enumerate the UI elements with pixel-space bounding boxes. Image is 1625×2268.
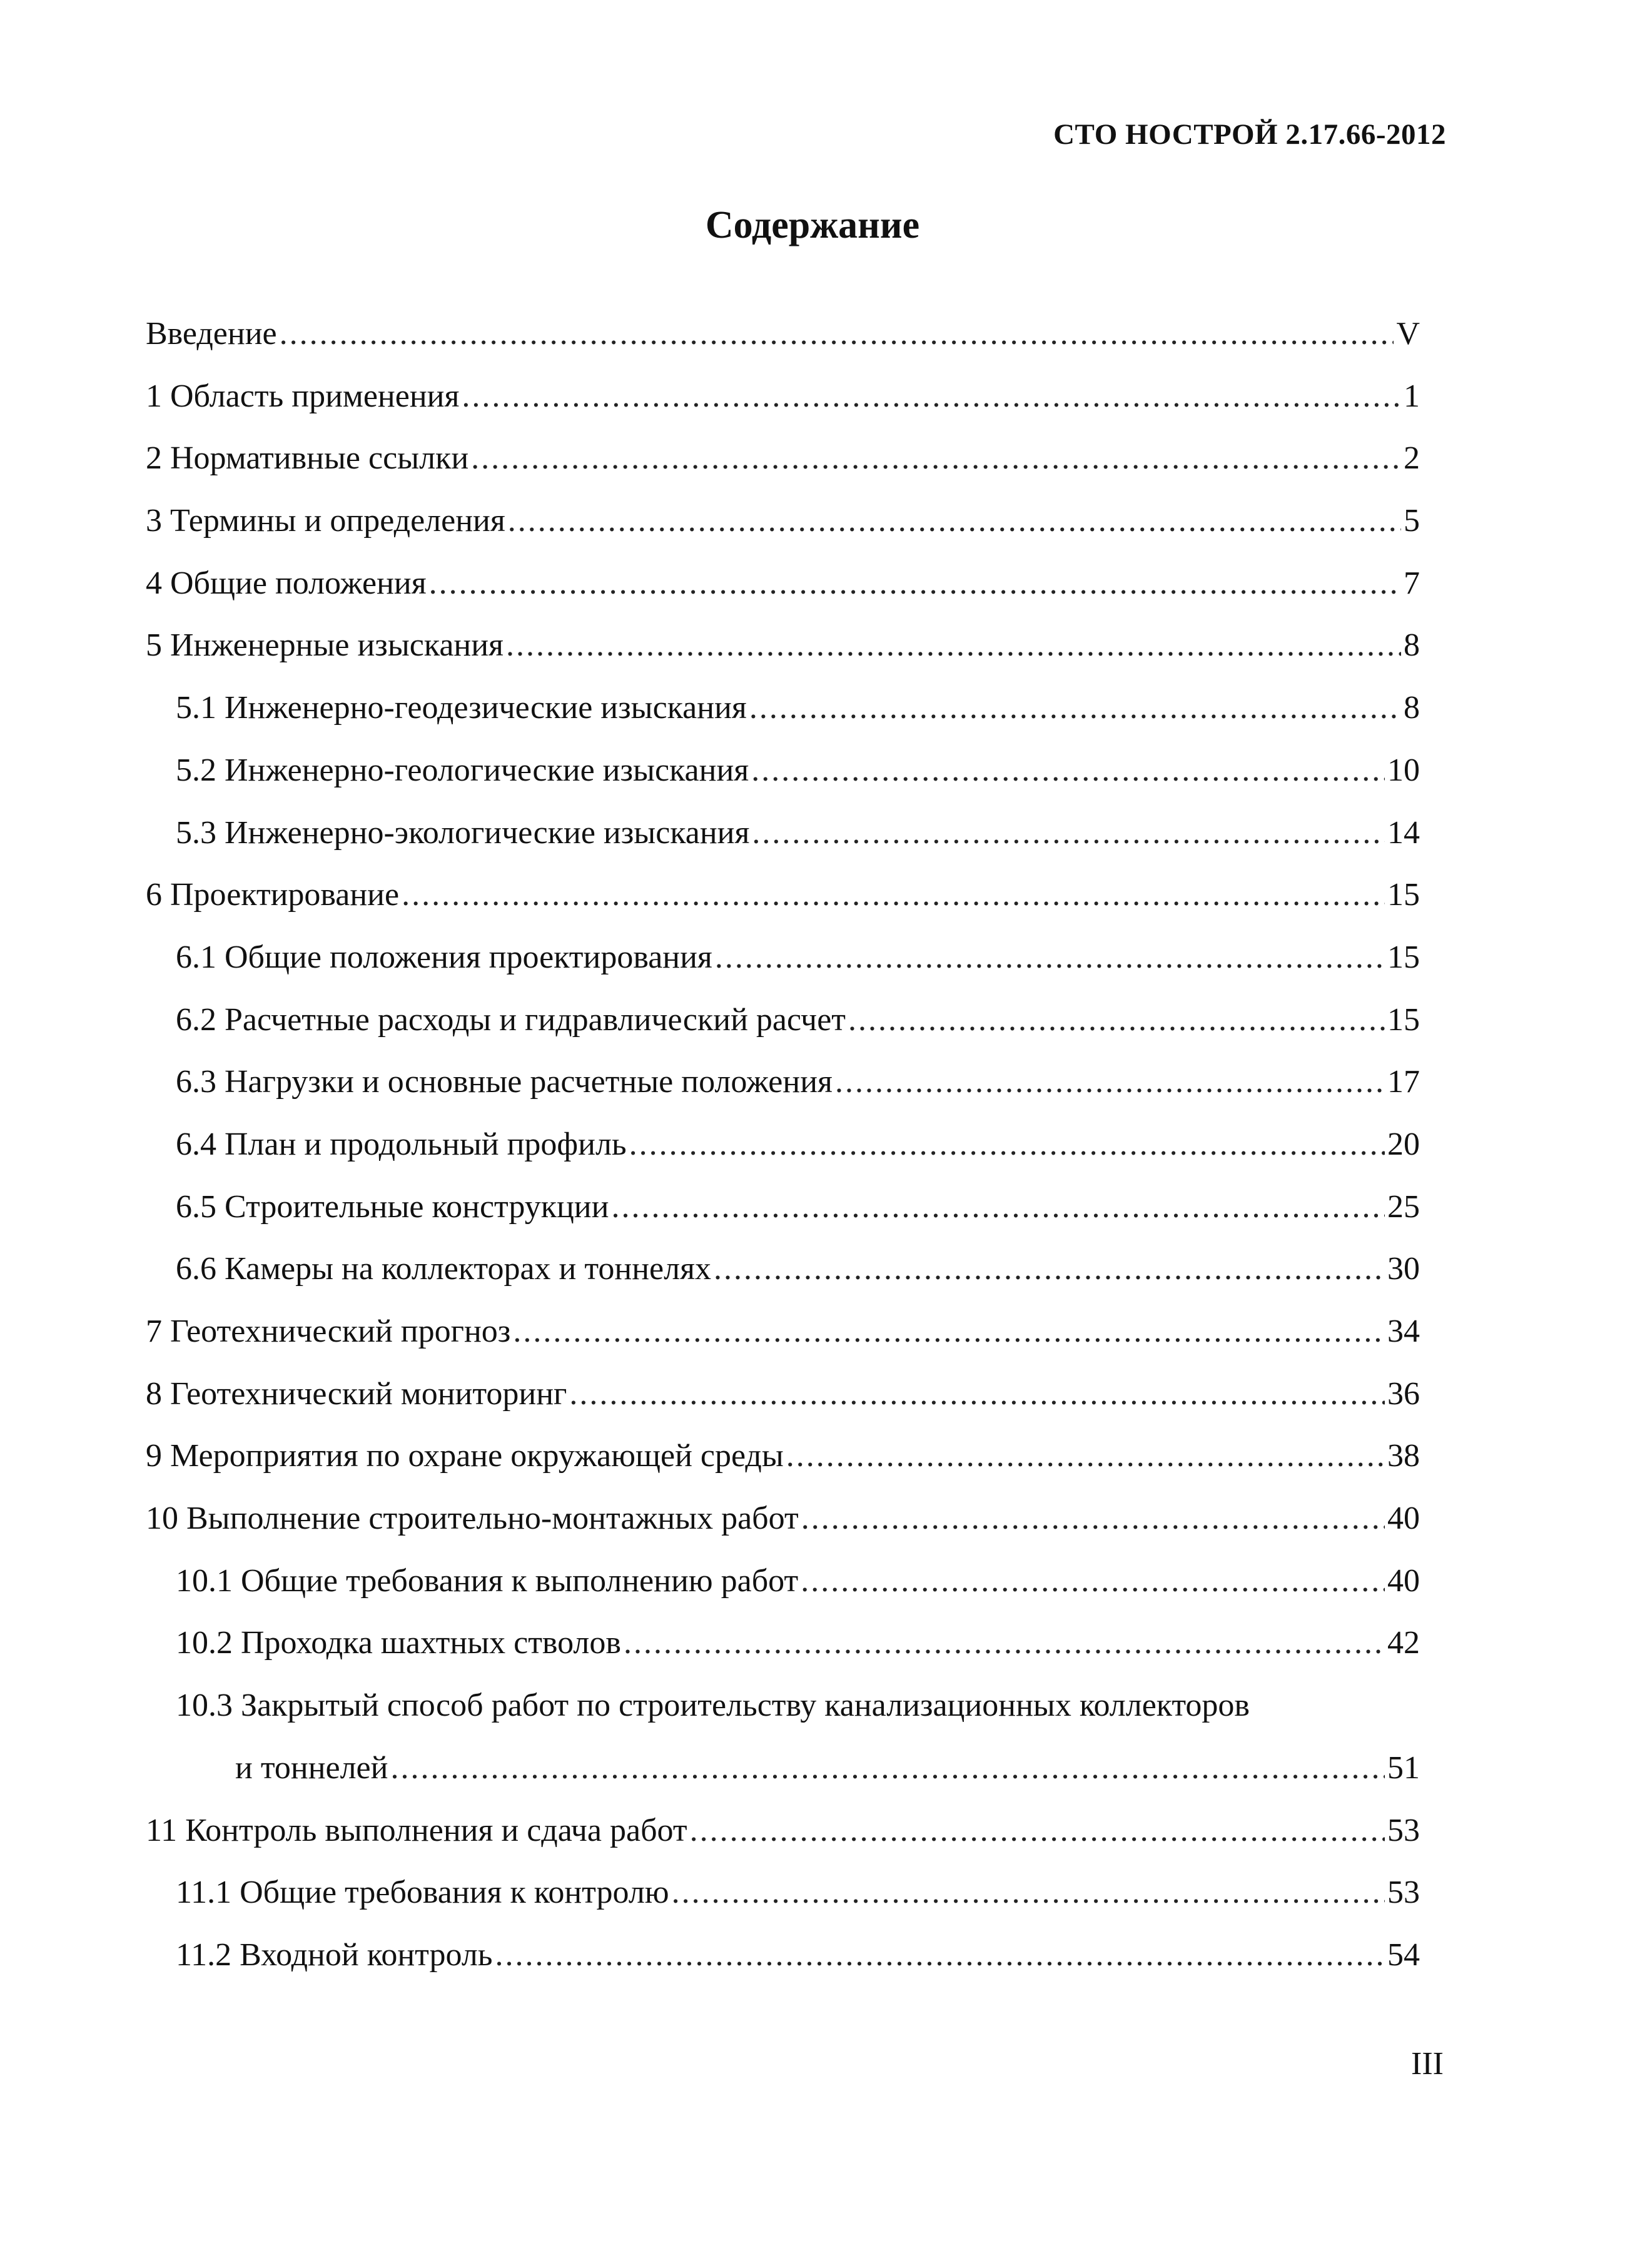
toc-entry bbox=[146, 1936, 1420, 2002]
toc-entry-label: и тоннелей bbox=[235, 1749, 388, 1786]
toc-entry bbox=[146, 1440, 1420, 1502]
toc-entry-page: 17 bbox=[1387, 1064, 1420, 1100]
toc-entry bbox=[146, 1876, 1420, 1939]
toc-entry-page: 15 bbox=[1387, 877, 1420, 913]
toc-entry-label: 1 Область применения bbox=[146, 378, 460, 414]
toc-entry-page: 5 bbox=[1404, 503, 1420, 539]
document-code: СТО НОСТРОЙ 2.17.66-2012 bbox=[1053, 118, 1446, 151]
toc-entry-page: 15 bbox=[1387, 939, 1420, 975]
toc-entry-page: 38 bbox=[1387, 1438, 1420, 1474]
dot-leader bbox=[569, 1378, 1385, 1410]
toc-entry-page: 40 bbox=[1387, 1501, 1420, 1537]
toc-entry-label: 10.3 Закрытый способ работ по строительству канализационных коллекторов bbox=[176, 1688, 1250, 1724]
toc-entry-label: 2 Нормативные ссылки bbox=[146, 440, 469, 477]
toc-entry-label: 8 Геотехнический мониторинг bbox=[146, 1375, 567, 1412]
dot-leader bbox=[402, 879, 1385, 911]
toc-entry bbox=[146, 814, 1420, 879]
dot-leader bbox=[848, 1004, 1385, 1036]
toc-entry-label: 6.3 Нагрузки и основные расчетные положения bbox=[176, 1064, 833, 1100]
toc-entry bbox=[146, 318, 1420, 380]
dot-leader bbox=[508, 505, 1401, 537]
toc-entry-page: 53 bbox=[1387, 1812, 1420, 1848]
toc-entry bbox=[146, 941, 1420, 1004]
dot-leader bbox=[629, 1128, 1385, 1161]
toc-entry bbox=[146, 1812, 1420, 1877]
dot-leader bbox=[690, 1815, 1385, 1847]
toc-entry-label: 6.6 Камеры на коллекторах и тоннелях bbox=[176, 1251, 711, 1287]
dot-leader bbox=[429, 567, 1401, 600]
toc-entry-page: 2 bbox=[1404, 440, 1420, 477]
toc-entry bbox=[146, 879, 1420, 941]
dot-leader bbox=[280, 318, 1394, 350]
dot-leader bbox=[495, 1939, 1385, 1972]
dot-leader bbox=[624, 1627, 1385, 1659]
toc-entry-page: 30 bbox=[1387, 1251, 1420, 1287]
dot-leader bbox=[672, 1876, 1385, 1909]
toc-entry-page: 8 bbox=[1404, 690, 1420, 726]
dot-leader bbox=[714, 1253, 1385, 1285]
toc-entry-label: 5 Инженерные изыскания bbox=[146, 627, 504, 664]
toc-entry-label: 7 Геотехнический прогноз bbox=[146, 1314, 511, 1349]
toc-entry-label: Введение bbox=[146, 316, 277, 352]
toc-entry-label: 6.1 Общие положения проектирования bbox=[176, 939, 712, 975]
toc-entry-label: 10.1 Общие требования к выполнению работ bbox=[176, 1562, 799, 1599]
dot-leader bbox=[462, 380, 1401, 413]
toc-entry-page: 8 bbox=[1404, 627, 1420, 664]
toc-entry bbox=[146, 1627, 1420, 1689]
toc-entry-page: 20 bbox=[1387, 1126, 1420, 1162]
toc-entry-page: V bbox=[1396, 316, 1420, 352]
dot-leader bbox=[749, 692, 1401, 724]
toc-entry bbox=[146, 1253, 1420, 1315]
dot-leader bbox=[751, 754, 1385, 787]
toc-entry-label: 4 Общие положения bbox=[146, 565, 427, 601]
toc-entry bbox=[146, 1749, 1420, 1815]
toc-entry bbox=[146, 1128, 1420, 1191]
toc-entry-label: 5.3 Инженерно-экологические изыскания bbox=[176, 814, 750, 851]
toc-entry-label: 3 Термины и определения bbox=[146, 503, 505, 539]
toc-entry-label: 6.5 Строительные конструкции bbox=[176, 1188, 609, 1225]
toc-entry-label: 10.2 Проходка шахтных стволов bbox=[176, 1625, 621, 1661]
dot-leader bbox=[471, 442, 1401, 475]
toc-entry-label: 11 Контроль выполнения и сдача работ bbox=[146, 1812, 687, 1848]
toc-entry-page: 14 bbox=[1387, 814, 1420, 851]
toc-entry-page: 42 bbox=[1387, 1625, 1420, 1661]
toc-entry-page: 10 bbox=[1387, 752, 1420, 788]
page-number: III bbox=[1411, 2046, 1444, 2082]
dot-leader bbox=[390, 1752, 1385, 1785]
toc-entry bbox=[146, 1689, 1420, 1752]
toc-entry bbox=[146, 754, 1420, 817]
table-of-contents bbox=[146, 318, 1420, 2002]
toc-entry bbox=[146, 1562, 1420, 1628]
toc-entry bbox=[146, 442, 1420, 505]
toc-entry-page: 1 bbox=[1404, 378, 1420, 414]
dot-leader bbox=[801, 1565, 1385, 1597]
dot-leader bbox=[611, 1191, 1385, 1223]
toc-entry bbox=[146, 1066, 1420, 1128]
toc-entry-page: 40 bbox=[1387, 1562, 1420, 1599]
toc-entry-label: 6.2 Расчетные расходы и гидравлический расчет bbox=[176, 1001, 846, 1038]
toc-entry-page: 34 bbox=[1387, 1314, 1420, 1349]
toc-entry-page: 25 bbox=[1387, 1188, 1420, 1225]
toc-entry-label: 10 Выполнение строительно-монтажных работ bbox=[146, 1501, 799, 1537]
toc-entry-page: 15 bbox=[1387, 1001, 1420, 1038]
toc-title: Содержание bbox=[705, 204, 920, 246]
toc-entry-page: 51 bbox=[1387, 1749, 1420, 1786]
toc-entry-label: 5.2 Инженерно-геологические изыскания bbox=[176, 752, 749, 788]
toc-entry-label: 6.4 План и продольный профиль bbox=[176, 1126, 627, 1162]
toc-entry-page: 7 bbox=[1404, 565, 1420, 601]
dot-leader bbox=[513, 1315, 1385, 1348]
toc-entry bbox=[146, 1001, 1420, 1066]
dot-leader bbox=[506, 629, 1401, 662]
toc-entry bbox=[146, 629, 1420, 692]
dot-leader bbox=[835, 1066, 1385, 1098]
toc-entry-label: 11.2 Входной контроль bbox=[176, 1936, 493, 1973]
dot-leader bbox=[715, 941, 1385, 974]
toc-entry-label: 6 Проектирование bbox=[146, 877, 400, 913]
toc-entry bbox=[146, 380, 1420, 443]
toc-entry-label: 11.1 Общие требования к контролю bbox=[176, 1875, 669, 1911]
dot-leader bbox=[801, 1502, 1385, 1535]
toc-entry bbox=[146, 505, 1420, 567]
toc-entry bbox=[146, 1375, 1420, 1440]
toc-entry bbox=[146, 1315, 1420, 1378]
toc-entry bbox=[146, 692, 1420, 754]
dot-leader bbox=[752, 817, 1385, 849]
toc-entry bbox=[146, 1502, 1420, 1565]
toc-entry-page: 36 bbox=[1387, 1375, 1420, 1412]
toc-entry-label: 9 Мероприятия по охране окружающей среды bbox=[146, 1438, 784, 1474]
toc-entry bbox=[146, 1188, 1420, 1253]
toc-entry-page: 54 bbox=[1387, 1936, 1420, 1973]
toc-entry-page: 53 bbox=[1387, 1875, 1420, 1911]
toc-entry bbox=[146, 567, 1420, 630]
toc-entry-label: 5.1 Инженерно-геодезические изыскания bbox=[176, 690, 747, 726]
dot-leader bbox=[786, 1440, 1385, 1472]
